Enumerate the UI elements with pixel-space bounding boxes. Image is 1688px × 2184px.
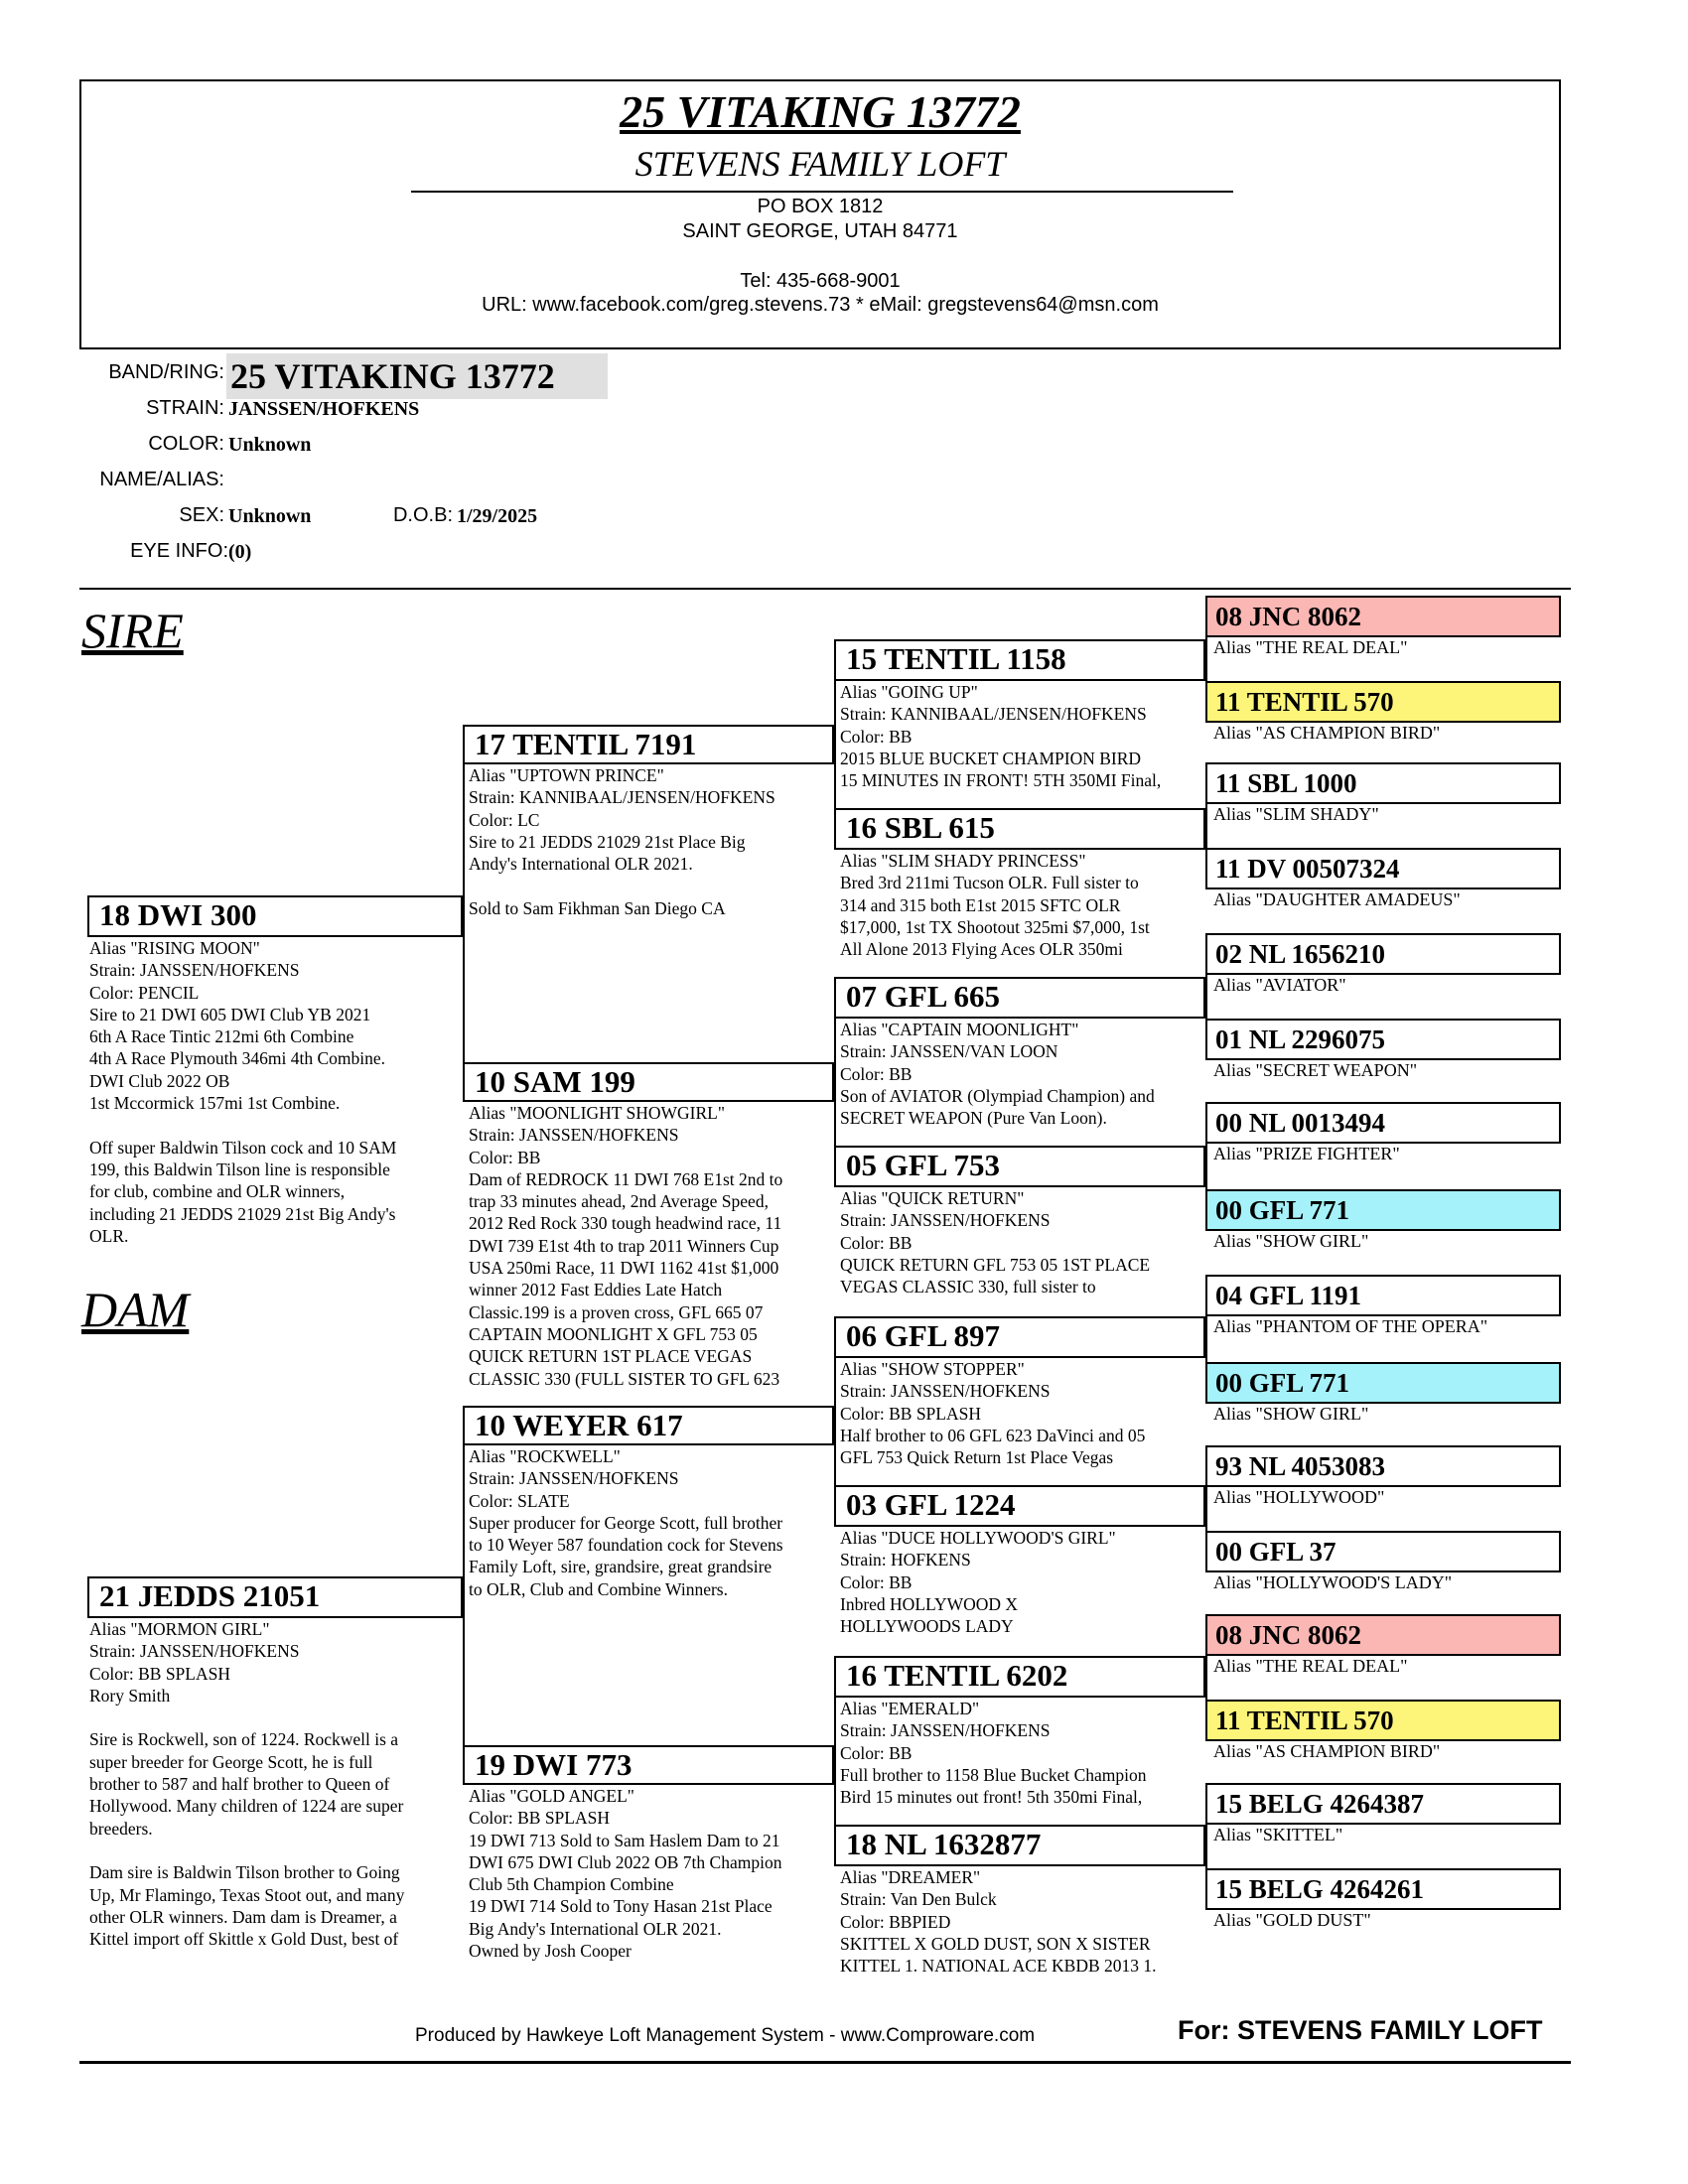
detail-line: brother to 587 and half brother to Queen of	[89, 1774, 390, 1795]
detail-line: Club 5th Champion Combine	[469, 1874, 674, 1895]
gen3-details	[840, 1866, 1203, 1978]
gen3-details	[840, 1187, 1203, 1298]
detail-line: CLASSIC 330 (FULL SISTER TO GFL 623	[469, 1368, 780, 1389]
gen4-band: 11 DV 00507324	[1205, 848, 1561, 889]
gen2-details	[469, 1445, 832, 1600]
dam-band: 21 JEDDS 21051	[87, 1576, 463, 1618]
detail-line: Dam of REDROCK 11 DWI 768 E1st 2nd to	[469, 1168, 783, 1189]
strain-label: STRAIN:	[146, 397, 224, 419]
detail-line	[89, 1840, 463, 1861]
detail-line: Half brother to 06 GFL 623 DaVinci and 05	[840, 1425, 1146, 1445]
detail-line: 1st Mccormick 157mi 1st Combine.	[89, 1093, 341, 1114]
detail-line: 6th A Race Tintic 212mi 6th Combine	[89, 1026, 354, 1047]
detail-line: 2015 BLUE BUCKET CHAMPION BIRD	[840, 748, 1142, 768]
detail-line: 199, this Baldwin Tilson line is responsible	[89, 1159, 390, 1179]
gen4-alias: Alias "THE REAL DEAL"	[1213, 1656, 1408, 1676]
header-url-email: URL: www.facebook.com/greg.stevens.73 * eMail: gregstevens64@msn.com	[482, 294, 1159, 316]
gen3-band: 06 GFL 897	[834, 1316, 1205, 1358]
sex-label: SEX:	[179, 504, 224, 526]
footer-produced-by: Produced by Hawkeye Loft Management System - www.Comproware.com	[415, 2025, 1036, 2046]
detail-line: 2012 Red Rock 330 tough headwind race, 11	[469, 1213, 782, 1234]
detail-line: DWI 739 E1st 4th to trap 2011 Winners Cup	[469, 1235, 779, 1256]
detail-line: including 21 JEDDS 21029 21st Big Andy's	[89, 1203, 396, 1224]
color-label: COLOR:	[148, 433, 224, 455]
detail-line: Color: BB SPLASH	[469, 1808, 610, 1829]
gen3-band: 16 SBL 615	[834, 808, 1205, 850]
gen3-band: 16 TENTIL 6202	[834, 1656, 1205, 1698]
detail-line: breeders.	[89, 1818, 153, 1839]
detail-line: Color: BB	[840, 1232, 913, 1253]
detail-line: Big Andy's International OLR 2021.	[469, 1918, 722, 1939]
gen4-alias: Alias "SECRET WEAPON"	[1213, 1060, 1418, 1080]
detail-line: to 10 Weyer 587 foundation cock for Stevens	[469, 1535, 783, 1556]
detail-line: Sold to Sam Fikhman San Diego CA	[469, 897, 726, 918]
gen4-alias: Alias "PHANTOM OF THE OPERA"	[1213, 1316, 1488, 1336]
detail-line: Alias "GOLD ANGEL"	[469, 1786, 634, 1806]
detail-line: VEGAS CLASSIC 330, full sister to	[840, 1277, 1096, 1297]
gen2-band: 19 DWI 773	[463, 1745, 834, 1785]
gen4-band: 15 BELG 4264387	[1205, 1783, 1561, 1825]
detail-line: Alias "ROCKWELL"	[469, 1446, 621, 1466]
gen4-band: 01 NL 2296075	[1205, 1019, 1561, 1060]
detail-line: Strain: KANNIBAAL/JENSEN/HOFKENS	[840, 704, 1147, 725]
gen4-band: 04 GFL 1191	[1205, 1275, 1561, 1316]
detail-line: Color: BB	[840, 726, 913, 747]
gen2-band: 10 WEYER 617	[463, 1406, 834, 1445]
detail-line: DWI Club 2022 OB	[89, 1070, 230, 1091]
detail-line: Alias "MOONLIGHT SHOWGIRL"	[469, 1103, 725, 1123]
detail-line: Strain: JANSSEN/HOFKENS	[840, 1381, 1051, 1402]
sire-heading: SIRE	[81, 603, 184, 658]
detail-line: Color: BB SPLASH	[89, 1663, 230, 1684]
detail-line: Son of AVIATOR (Olympiad Champion) and	[840, 1085, 1155, 1106]
detail-line: Strain: JANSSEN/HOFKENS	[89, 960, 300, 981]
gen4-alias: Alias "THE REAL DEAL"	[1213, 637, 1408, 657]
sire-details	[89, 937, 463, 1247]
header-address2: SAINT GEORGE, UTAH 84771	[682, 220, 958, 242]
name-alias-label: NAME/ALIAS:	[99, 469, 224, 490]
detail-line: Alias "UPTOWN PRINCE"	[469, 765, 664, 785]
detail-line: USA 250mi Race, 11 DWI 1162 41st $1,000	[469, 1258, 779, 1279]
detail-line: Strain: JANSSEN/VAN LOON	[840, 1041, 1058, 1062]
detail-line: GFL 753 Quick Return 1st Place Vegas	[840, 1447, 1114, 1468]
gen4-alias: Alias "AVIATOR"	[1213, 975, 1346, 995]
detail-line	[89, 1706, 463, 1728]
detail-line	[89, 1114, 463, 1136]
detail-line: Alias "SHOW STOPPER"	[840, 1359, 1025, 1379]
gen4-alias: Alias "DAUGHTER AMADEUS"	[1213, 889, 1461, 909]
detail-line: $17,000, 1st TX Shootout 325mi $7,000, 1st	[840, 916, 1150, 937]
gen4-band: 00 GFL 771	[1205, 1362, 1561, 1404]
detail-line: Color: BB	[840, 1063, 913, 1084]
color-value: Unknown	[228, 434, 312, 456]
detail-line: Family Loft, sire, grandsire, great grandsire	[469, 1557, 773, 1577]
detail-line: Strain: JANSSEN/HOFKENS	[840, 1720, 1051, 1741]
gen4-band: 93 NL 4053083	[1205, 1445, 1561, 1487]
header-title: 25 VITAKING 13772	[620, 86, 1021, 137]
detail-line: trap 33 minutes ahead, 2nd Average Speed,	[469, 1191, 769, 1212]
detail-line: Color: PENCIL	[89, 982, 200, 1003]
detail-line: super breeder for George Scott, he is full	[89, 1751, 373, 1772]
detail-line: DWI 675 DWI Club 2022 OB 7th Champion	[469, 1851, 782, 1872]
gen4-alias: Alias "HOLLYWOOD'S LADY"	[1213, 1572, 1453, 1592]
detail-line: Inbred HOLLYWOOD X	[840, 1593, 1019, 1614]
sex-value: Unknown	[228, 505, 312, 527]
gen2-details	[469, 764, 832, 919]
gen3-band: 03 GFL 1224	[834, 1485, 1205, 1527]
footer-rule	[79, 2061, 1571, 2064]
gen2-band: 17 TENTIL 7191	[463, 725, 834, 764]
detail-line: SKITTEL X GOLD DUST, SON X SISTER	[840, 1933, 1151, 1954]
detail-line: QUICK RETURN GFL 753 05 1ST PLACE	[840, 1254, 1151, 1275]
detail-line: Color: BBPIED	[840, 1911, 951, 1932]
eye-info-value: (0)	[228, 541, 252, 563]
detail-line: Strain: HOFKENS	[840, 1550, 971, 1570]
detail-line: 314 and 315 both E1st 2015 SFTC OLR	[840, 894, 1121, 915]
header-rule	[411, 191, 1233, 193]
detail-line: Color: BB	[840, 1571, 913, 1592]
gen4-alias: Alias "SHOW GIRL"	[1213, 1231, 1369, 1251]
gen3-details	[840, 850, 1203, 961]
gen2-details	[469, 1785, 832, 1962]
header-loft-name: STEVENS FAMILY LOFT	[634, 144, 1006, 184]
dam-details	[89, 1618, 463, 1950]
detail-line: Hollywood. Many children of 1224 are super	[89, 1796, 404, 1817]
gen2-details	[469, 1102, 832, 1390]
gen4-band: 00 GFL 771	[1205, 1189, 1561, 1231]
detail-line: 19 DWI 713 Sold to Sam Haslem Dam to 21	[469, 1830, 780, 1850]
detail-line: Andy's International OLR 2021.	[469, 854, 693, 875]
detail-line: All Alone 2013 Flying Aces OLR 350mi	[840, 939, 1123, 960]
band-label: BAND/RING:	[108, 361, 224, 383]
detail-line: Sire is Rockwell, son of 1224. Rockwell is a	[89, 1729, 399, 1750]
detail-line: Kittel import off Skittle x Gold Dust, best of	[89, 1929, 399, 1950]
detail-line: Dam sire is Baldwin Tilson brother to Going	[89, 1862, 400, 1883]
detail-line: winner 2012 Fast Eddies Late Hatch	[469, 1280, 723, 1300]
detail-line: Strain: JANSSEN/HOFKENS	[89, 1641, 300, 1662]
gen4-band: 00 GFL 37	[1205, 1531, 1561, 1572]
detail-line: Color: BB	[840, 1742, 913, 1763]
detail-line: Color: LC	[469, 809, 540, 830]
detail-line: Alias "RISING MOON"	[89, 938, 260, 958]
gen3-details	[840, 1019, 1203, 1130]
detail-line: Alias "QUICK RETURN"	[840, 1188, 1025, 1208]
detail-line: Color: BB	[469, 1147, 541, 1167]
gen4-band: 11 TENTIL 570	[1205, 681, 1561, 723]
detail-line: Up, Mr Flamingo, Texas Stoot out, and many	[89, 1884, 405, 1905]
gen4-band: 11 SBL 1000	[1205, 762, 1561, 804]
detail-line: KITTEL 1. NATIONAL ACE KBDB 2013 1.	[840, 1956, 1157, 1977]
eye-info-label: EYE INFO:	[130, 540, 228, 562]
detail-line: Classic.199 is a proven cross, GFL 665 07	[469, 1301, 764, 1322]
gen4-alias: Alias "SKITTEL"	[1213, 1825, 1343, 1844]
detail-line: 19 DWI 714 Sold to Tony Hasan 21st Place	[469, 1896, 773, 1917]
gen4-alias: Alias "PRIZE FIGHTER"	[1213, 1144, 1400, 1163]
detail-line: Strain: Van Den Bulck	[840, 1889, 997, 1910]
detail-line: Alias "CAPTAIN MOONLIGHT"	[840, 1020, 1079, 1039]
detail-line: 4th A Race Plymouth 346mi 4th Combine.	[89, 1048, 385, 1069]
gen4-band: 08 JNC 8062	[1205, 1614, 1561, 1656]
gen4-band: 00 NL 0013494	[1205, 1102, 1561, 1144]
gen4-band: 11 TENTIL 570	[1205, 1700, 1561, 1741]
strain-value: JANSSEN/HOFKENS	[228, 398, 420, 420]
header-address1: PO BOX 1812	[757, 196, 884, 217]
gen3-band: 15 TENTIL 1158	[834, 639, 1205, 681]
detail-line: CAPTAIN MOONLIGHT X GFL 753 05	[469, 1323, 758, 1344]
gen3-details	[840, 1527, 1203, 1638]
detail-line: 15 MINUTES IN FRONT! 5TH 350MI Final,	[840, 770, 1162, 791]
detail-line: Alias "MORMON GIRL"	[89, 1619, 270, 1639]
footer-for-loft: For: STEVENS FAMILY LOFT	[1178, 2015, 1543, 2045]
header-tel: Tel: 435-668-9001	[740, 270, 901, 292]
detail-line: Off super Baldwin Tilson cock and 10 SAM	[89, 1137, 397, 1158]
detail-line: Strain: JANSSEN/HOFKENS	[469, 1468, 679, 1489]
gen3-details	[840, 681, 1203, 792]
detail-line: Alias "GOING UP"	[840, 682, 978, 702]
detail-line	[469, 875, 832, 896]
gen4-alias: Alias "GOLD DUST"	[1213, 1910, 1371, 1930]
gen4-alias: Alias "AS CHAMPION BIRD"	[1213, 723, 1441, 743]
detail-line: Super producer for George Scott, full brother	[469, 1512, 783, 1533]
gen3-details	[840, 1358, 1203, 1469]
detail-line: OLR.	[89, 1225, 129, 1246]
detail-line: Rory Smith	[89, 1685, 171, 1706]
gen2-band: 10 SAM 199	[463, 1062, 834, 1102]
gen3-band: 07 GFL 665	[834, 977, 1205, 1019]
detail-line: to OLR, Club and Combine Winners.	[469, 1578, 728, 1599]
detail-line: QUICK RETURN 1ST PLACE VEGAS	[469, 1346, 753, 1367]
gen4-band: 02 NL 1656210	[1205, 933, 1561, 975]
detail-line: other OLR winners. Dam dam is Dreamer, a	[89, 1906, 397, 1927]
gen4-alias: Alias "HOLLYWOOD"	[1213, 1487, 1385, 1507]
detail-line: Color: SLATE	[469, 1490, 570, 1511]
detail-line: Sire to 21 JEDDS 21029 21st Place Big	[469, 831, 746, 852]
dam-heading: DAM	[81, 1282, 190, 1337]
gen3-details	[840, 1698, 1203, 1809]
detail-line: SECRET WEAPON (Pure Van Loon).	[840, 1108, 1107, 1129]
gen4-alias: Alias "SHOW GIRL"	[1213, 1404, 1369, 1424]
detail-line: Strain: JANSSEN/HOFKENS	[840, 1210, 1051, 1231]
detail-line: Alias "DREAMER"	[840, 1867, 981, 1887]
sire-band: 18 DWI 300	[87, 895, 463, 937]
detail-line: Sire to 21 DWI 605 DWI Club YB 2021	[89, 1004, 371, 1024]
detail-line: Full brother to 1158 Blue Bucket Champion	[840, 1764, 1147, 1785]
gen4-band: 15 BELG 4264261	[1205, 1868, 1561, 1910]
detail-line: Bred 3rd 211mi Tucson OLR. Full sister to	[840, 873, 1139, 893]
gen3-band: 05 GFL 753	[834, 1146, 1205, 1187]
dob-label: D.O.B:	[392, 504, 453, 526]
gen4-alias: Alias "AS CHAMPION BIRD"	[1213, 1741, 1441, 1761]
gen3-band: 18 NL 1632877	[834, 1825, 1205, 1866]
dob-value: 1/29/2025	[457, 505, 538, 527]
detail-line: Strain: KANNIBAAL/JENSEN/HOFKENS	[469, 787, 775, 808]
detail-line: Color: BB SPLASH	[840, 1403, 981, 1424]
gen4-alias: Alias "SLIM SHADY"	[1213, 804, 1379, 824]
section-separator	[79, 588, 1571, 590]
gen4-band: 08 JNC 8062	[1205, 596, 1561, 637]
header-box	[79, 79, 1561, 349]
detail-line: Alias "DUCE HOLLYWOOD'S GIRL"	[840, 1528, 1116, 1548]
band-value: 25 VITAKING 13772	[226, 353, 608, 399]
detail-line: Alias "SLIM SHADY PRINCESS"	[840, 851, 1086, 871]
detail-line: HOLLYWOODS LADY	[840, 1616, 1014, 1637]
connector-sire	[463, 727, 465, 1064]
detail-line: Strain: JANSSEN/HOFKENS	[469, 1125, 679, 1146]
detail-line: Alias "EMERALD"	[840, 1699, 980, 1718]
detail-line: for club, combine and OLR winners,	[89, 1181, 346, 1202]
detail-line: Owned by Josh Cooper	[469, 1941, 632, 1962]
connector-dam	[463, 1408, 465, 1747]
detail-line: Bird 15 minutes out front! 5th 350mi Final,	[840, 1787, 1143, 1808]
